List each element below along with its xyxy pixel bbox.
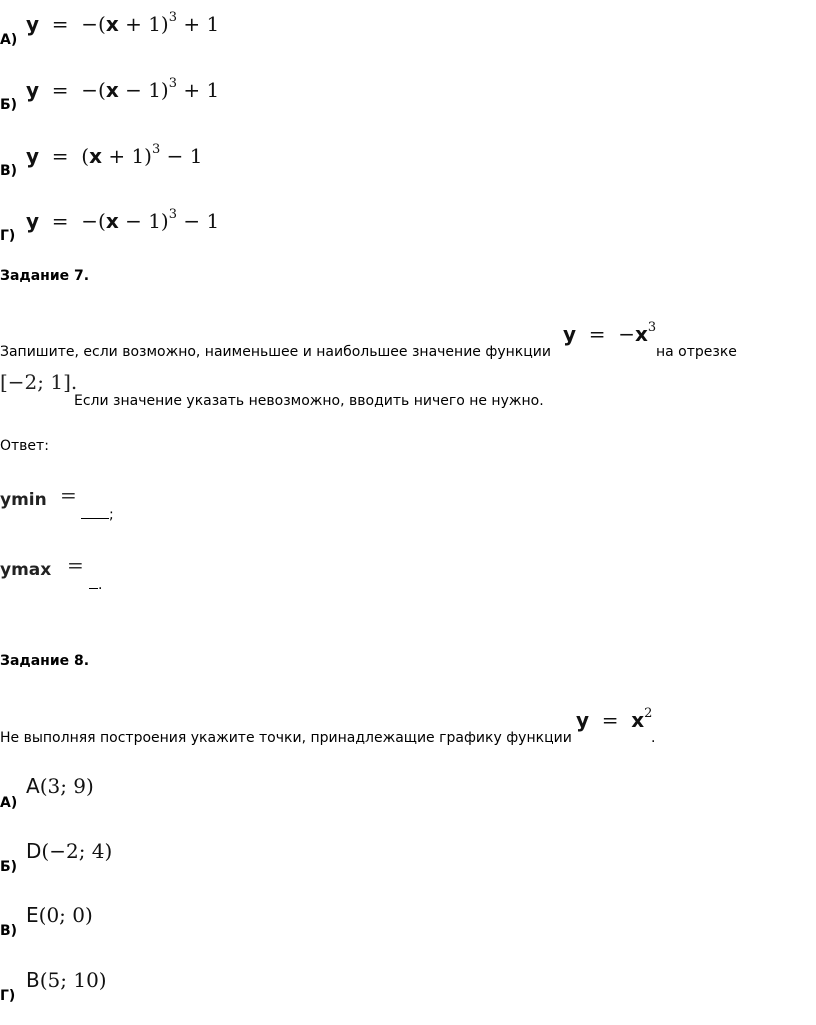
ymin-label: ymin bbox=[0, 490, 47, 510]
ymax-input[interactable] bbox=[89, 576, 98, 589]
task7-function: $y = -x^3$ bbox=[563, 320, 657, 346]
answer-label: Ответ: bbox=[0, 438, 49, 454]
option-formula: $y = -(x + 1)^3 + 1$ bbox=[26, 10, 220, 36]
task8-prompt-end: . bbox=[651, 730, 656, 746]
option-label: А) bbox=[0, 795, 18, 811]
task8-prompt: Не выполняя построения укажите точки, принадлежащие графику функции bbox=[0, 730, 572, 746]
ymin-equals: = bbox=[60, 483, 77, 507]
option-point: A(3; 9) bbox=[26, 774, 94, 798]
ymax-terminator: . bbox=[98, 577, 103, 593]
option-formula: $y = (x + 1)^3 - 1$ bbox=[26, 142, 203, 168]
task8-function: $y = x^2$ bbox=[576, 706, 653, 732]
option-label: Г) bbox=[0, 988, 16, 1004]
task8-heading: Задание 8. bbox=[0, 653, 90, 669]
option-point: D(−2; 4) bbox=[26, 839, 113, 863]
task7-heading: Задание 7. bbox=[0, 268, 90, 284]
option-formula: $y = -(x - 1)^3 - 1$ bbox=[26, 207, 220, 233]
task7-note: Если значение указать невозможно, вводить ничего не нужно. bbox=[74, 393, 544, 409]
task7-prompt-after: на отрезке bbox=[656, 344, 737, 360]
ymin-answer-field[interactable] bbox=[81, 506, 114, 524]
option-label: Б) bbox=[0, 97, 18, 113]
option-label: Г) bbox=[0, 228, 16, 244]
ymax-equals: = bbox=[67, 553, 84, 577]
option-label: А) bbox=[0, 32, 18, 48]
option-point: E(0; 0) bbox=[26, 903, 93, 927]
option-label: В) bbox=[0, 163, 18, 179]
option-label: Б) bbox=[0, 859, 18, 875]
option-label: В) bbox=[0, 923, 18, 939]
ymin-terminator: ; bbox=[109, 507, 114, 523]
task7-interval: [−2; 1]. bbox=[0, 370, 78, 394]
option-formula: $y = -(x - 1)^3 + 1$ bbox=[26, 76, 220, 102]
ymin-input[interactable] bbox=[81, 506, 109, 519]
ymax-answer-field[interactable] bbox=[89, 576, 102, 594]
ymax-label: ymax bbox=[0, 560, 52, 580]
option-point: B(5; 10) bbox=[26, 968, 107, 992]
task7-prompt-before: Запишите, если возможно, наименьшее и наибольшее значение функции bbox=[0, 344, 551, 360]
